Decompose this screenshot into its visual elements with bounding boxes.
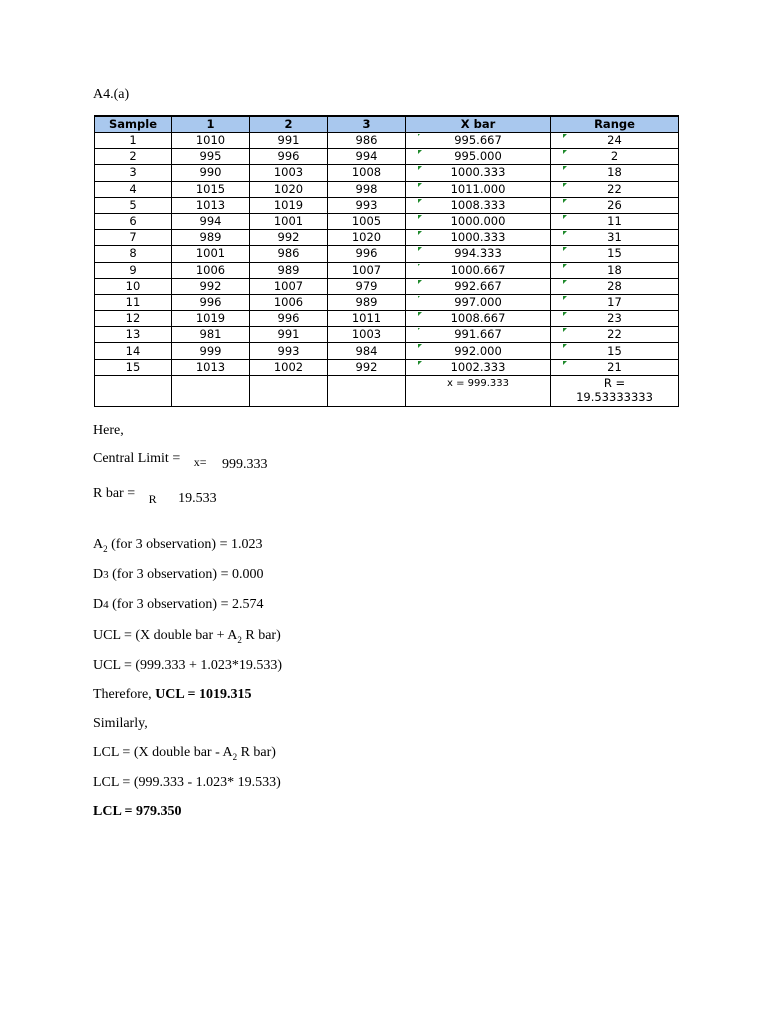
observation-2: 1003 <box>250 165 328 181</box>
xbar-value-text: 991.667 <box>454 327 502 342</box>
range-value-text: 18 <box>607 262 622 277</box>
table-header-row <box>95 116 679 133</box>
table-row <box>95 278 679 294</box>
xbar-value <box>406 149 551 165</box>
range-value <box>551 294 679 310</box>
table-row <box>95 246 679 262</box>
sample-number: 7 <box>95 230 172 246</box>
header-obs-1: 1 <box>172 116 250 133</box>
xbar-value <box>406 359 551 375</box>
sample-number: 13 <box>95 327 172 343</box>
observation-2: 986 <box>250 246 328 262</box>
range-value-text: 22 <box>607 327 622 342</box>
ucl-calc-line: UCL = (999.333 + 1.023*19.533) <box>93 658 283 673</box>
ucl-result: UCL = 1019.315 <box>155 687 252 702</box>
table-row <box>95 181 679 197</box>
lcl-calc-line: LCL = (999.333 - 1.023* 19.533) <box>93 775 281 790</box>
table-row <box>95 149 679 165</box>
observation-1: 1001 <box>172 246 250 262</box>
observation-3: 1020 <box>328 230 406 246</box>
observation-1: 1015 <box>172 181 250 197</box>
xbar-value-text: 1002.333 <box>450 359 506 374</box>
mean-range-label: R = <box>603 375 626 390</box>
observation-1: 1019 <box>172 311 250 327</box>
observation-2: 1001 <box>250 213 328 229</box>
range-value-text: 11 <box>607 214 622 229</box>
cell-marker-icon <box>563 150 567 154</box>
lcl-result: LCL = 979.350 <box>93 804 182 819</box>
sample-table <box>94 115 679 407</box>
observation-3: 1011 <box>328 311 406 327</box>
range-value <box>551 149 679 165</box>
table-row <box>95 197 679 213</box>
observation-2: 1006 <box>250 294 328 310</box>
observation-1: 981 <box>172 327 250 343</box>
cell-marker-icon <box>418 134 420 136</box>
range-value-text: 26 <box>607 197 622 212</box>
range-value <box>551 278 679 294</box>
range-value-text: 23 <box>607 311 622 326</box>
xbar-value-text: 992.000 <box>454 343 502 358</box>
d4-line <box>93 597 264 613</box>
cell-marker-icon <box>418 280 422 284</box>
sample-number: 4 <box>95 181 172 197</box>
cell-marker-icon <box>563 361 567 365</box>
a2-line <box>93 537 263 554</box>
cell-marker-icon <box>563 183 567 187</box>
table-row <box>95 262 679 278</box>
d3-line <box>93 567 264 583</box>
xbar-value <box>406 246 551 262</box>
sample-number: 2 <box>95 149 172 165</box>
lcl-formula-subscript: 2 <box>232 751 238 762</box>
xbar-value-text: 1000.000 <box>450 214 506 229</box>
observation-2: 996 <box>250 311 328 327</box>
observation-1: 999 <box>172 343 250 359</box>
observation-2: 989 <box>250 262 328 278</box>
observation-2: 1007 <box>250 278 328 294</box>
range-value <box>551 133 679 149</box>
cell-marker-icon <box>418 231 422 235</box>
observation-2: 996 <box>250 149 328 165</box>
cell-marker-icon <box>418 328 420 330</box>
observation-2: 1019 <box>250 197 328 213</box>
observation-3: 993 <box>328 197 406 213</box>
ucl-formula-rest: R bar) <box>241 628 281 643</box>
xbar-value <box>406 133 551 149</box>
sample-number: 10 <box>95 278 172 294</box>
observation-2: 1002 <box>250 359 328 375</box>
xbar-value-text: 1000.333 <box>450 165 506 180</box>
sample-number: 1 <box>95 133 172 149</box>
lcl-formula-line <box>93 745 276 762</box>
d4-subscript: 4 <box>103 599 109 611</box>
xbar-value <box>406 343 551 359</box>
footer-xbar-cell <box>406 375 551 406</box>
a2-symbol: A <box>93 537 104 552</box>
rbar-label: R bar = <box>93 486 136 501</box>
d4-value: (for 3 observation) = 2.574 <box>108 597 264 612</box>
observation-2: 991 <box>250 327 328 343</box>
observation-1: 990 <box>172 165 250 181</box>
central-limit-label: Central Limit = <box>93 451 181 466</box>
observation-1: 1010 <box>172 133 250 149</box>
range-value <box>551 213 679 229</box>
observation-3: 979 <box>328 278 406 294</box>
observation-3: 992 <box>328 359 406 375</box>
observation-3: 984 <box>328 343 406 359</box>
range-value <box>551 311 679 327</box>
observation-1: 1013 <box>172 359 250 375</box>
a2-value: (for 3 observation) = 1.023 <box>107 537 263 552</box>
mean-range-value: 19.53333333 <box>576 389 653 404</box>
sample-number: 11 <box>95 294 172 310</box>
xbar-value-text: 997.000 <box>454 294 502 309</box>
range-value <box>551 197 679 213</box>
x-double-bar-symbol: x= <box>193 455 207 469</box>
observation-1: 1013 <box>172 197 250 213</box>
xbar-value <box>406 294 551 310</box>
observation-1: 989 <box>172 230 250 246</box>
observation-1: 1006 <box>172 262 250 278</box>
observation-1: 994 <box>172 213 250 229</box>
cell-marker-icon <box>563 166 567 170</box>
xbar-value-text: 1008.667 <box>450 311 506 326</box>
cell-marker-icon <box>563 231 567 235</box>
observation-1: 992 <box>172 278 250 294</box>
cell-marker-icon <box>563 312 567 316</box>
table-row <box>95 213 679 229</box>
similarly-text: Similarly, <box>93 716 148 731</box>
cell-marker-icon <box>563 264 567 268</box>
lcl-formula-rest: R bar) <box>237 745 276 760</box>
cell-marker-icon <box>563 134 567 138</box>
ucl-formula-text: UCL = (X double bar + A <box>93 628 238 643</box>
cell-marker-icon <box>563 215 567 219</box>
observation-3: 996 <box>328 246 406 262</box>
cell-marker-icon <box>418 312 422 316</box>
range-value-text: 31 <box>607 230 622 245</box>
sample-number: 12 <box>95 311 172 327</box>
xbar-value-text: 1008.333 <box>450 197 506 212</box>
ucl-formula-line <box>93 628 281 645</box>
observation-3: 1007 <box>328 262 406 278</box>
table-row <box>95 165 679 181</box>
cell-marker-icon <box>563 328 567 332</box>
xbar-value-text: 995.000 <box>454 149 502 164</box>
sample-number: 3 <box>95 165 172 181</box>
cell-marker-icon <box>418 199 422 203</box>
range-value <box>551 165 679 181</box>
table-footer-row <box>95 375 679 406</box>
observation-2: 992 <box>250 230 328 246</box>
central-limit-line <box>93 451 268 472</box>
xbar-value-text: 995.667 <box>454 133 502 148</box>
xbar-value-text: 1011.000 <box>450 181 506 196</box>
cell-marker-icon <box>563 296 567 300</box>
sample-number: 6 <box>95 213 172 229</box>
observation-3: 994 <box>328 149 406 165</box>
table-row <box>95 311 679 327</box>
range-value-text: 18 <box>607 165 622 180</box>
range-value <box>551 246 679 262</box>
table-row <box>95 327 679 343</box>
cell-marker-icon <box>563 199 567 203</box>
header-range: Range <box>551 116 679 133</box>
xbar-value <box>406 311 551 327</box>
therefore-text: Therefore, <box>93 687 156 702</box>
cell-marker-icon <box>418 344 422 348</box>
range-value <box>551 262 679 278</box>
cell-marker-icon <box>418 215 422 219</box>
header-xbar: X bar <box>406 116 551 133</box>
cell-marker-icon <box>418 247 422 251</box>
footer-cell-empty <box>250 375 328 406</box>
sample-number: 5 <box>95 197 172 213</box>
range-value <box>551 343 679 359</box>
cell-marker-icon <box>418 264 420 266</box>
central-limit-value: 999.333 <box>222 457 268 472</box>
range-value-text: 15 <box>607 343 622 358</box>
xbar-value-text: 994.333 <box>454 246 502 261</box>
observation-2: 993 <box>250 343 328 359</box>
footer-cell-empty <box>95 375 172 406</box>
observation-3: 1008 <box>328 165 406 181</box>
cell-marker-icon <box>418 296 420 298</box>
observation-3: 1005 <box>328 213 406 229</box>
cell-marker-icon <box>563 344 567 348</box>
cell-marker-icon <box>418 361 422 365</box>
sample-number: 9 <box>95 262 172 278</box>
table-row <box>95 343 679 359</box>
xbar-value-text: 1000.333 <box>450 230 506 245</box>
header-obs-2: 2 <box>250 116 328 133</box>
cell-marker-icon <box>418 166 422 170</box>
table-row <box>95 230 679 246</box>
rbar-value: 19.533 <box>178 491 217 506</box>
sample-number: 15 <box>95 359 172 375</box>
sample-number: 8 <box>95 246 172 262</box>
header-obs-3: 3 <box>328 116 406 133</box>
observation-3: 1003 <box>328 327 406 343</box>
range-value <box>551 230 679 246</box>
lcl-formula-text: LCL = (X double bar - A <box>93 745 233 760</box>
xbar-value <box>406 327 551 343</box>
xbar-value <box>406 230 551 246</box>
observation-2: 991 <box>250 133 328 149</box>
sample-number: 14 <box>95 343 172 359</box>
d3-subscript: 3 <box>103 569 109 581</box>
observation-3: 989 <box>328 294 406 310</box>
section-heading: A4.(a) <box>93 87 130 102</box>
d3-value: (for 3 observation) = 0.000 <box>108 567 264 582</box>
table-row <box>95 133 679 149</box>
observation-1: 996 <box>172 294 250 310</box>
xbar-value <box>406 165 551 181</box>
xbar-value <box>406 197 551 213</box>
range-value-text: 24 <box>607 133 622 148</box>
ucl-formula-subscript: 2 <box>237 634 242 645</box>
xbar-value <box>406 262 551 278</box>
range-value <box>551 181 679 197</box>
xbar-value-text: 1000.667 <box>450 262 506 277</box>
range-value <box>551 359 679 375</box>
observation-1: 995 <box>172 149 250 165</box>
d4-symbol: D <box>93 597 104 612</box>
here-text: Here, <box>93 423 124 438</box>
cell-marker-icon <box>418 183 422 187</box>
xbar-value <box>406 278 551 294</box>
grand-mean-value: x = 999.333 <box>446 377 509 389</box>
range-value-text: 22 <box>607 181 622 196</box>
a2-subscript: 2 <box>103 543 108 554</box>
range-value-text: 28 <box>607 278 622 293</box>
xbar-value <box>406 181 551 197</box>
header-sample: Sample <box>95 116 172 133</box>
cell-marker-icon <box>563 247 567 251</box>
range-value <box>551 327 679 343</box>
cell-marker-icon <box>418 150 422 154</box>
range-value-text: 15 <box>607 246 622 261</box>
lcl-result-line <box>93 804 182 820</box>
observation-3: 986 <box>328 133 406 149</box>
range-value-text: 21 <box>607 359 622 374</box>
cell-marker-icon <box>563 280 567 284</box>
observation-3: 998 <box>328 181 406 197</box>
xbar-value-text: 992.667 <box>454 278 502 293</box>
range-value-text: 17 <box>607 294 622 309</box>
table-row <box>95 294 679 310</box>
ucl-result-line <box>93 687 251 703</box>
range-value-text: 2 <box>610 149 619 164</box>
footer-cell-empty <box>328 375 406 406</box>
observation-2: 1020 <box>250 181 328 197</box>
footer-range-cell <box>551 375 679 406</box>
table-row <box>95 359 679 375</box>
xbar-value <box>406 213 551 229</box>
d3-symbol: D <box>93 567 104 582</box>
rbar-line <box>93 486 217 506</box>
r-bar-symbol: R <box>148 492 157 506</box>
footer-cell-empty <box>172 375 250 406</box>
